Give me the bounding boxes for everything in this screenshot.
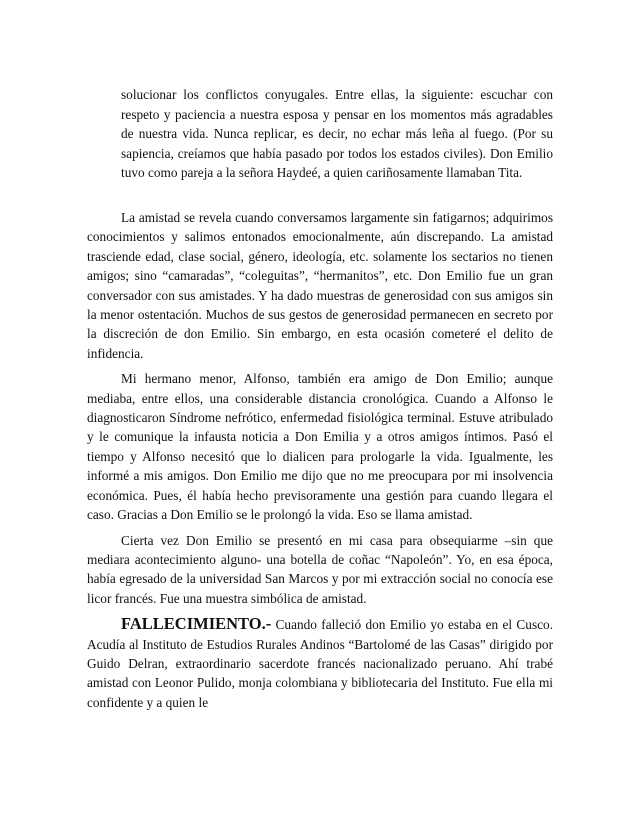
- paragraph-fallecimiento: [87, 614, 553, 712]
- paragraph-friendship: La amistad se revela cuando conversamos largamente sin fatigarnos; adquirimos conocimientos y salimos entonados emocionalmente, aún discrepando. La amistad trasciende edad, clase social, género, ideología, etc. solamente los sectarios no tienen amigos; sino “camaradas”, “coleguitas”, “hermanitos”, etc. Don Emilio fue un gran conversador con sus amistades. Y ha dado muestras de generosidad con sus amigos sin la menor ostentación. Muchos de sus gestos de generosidad permanecen en secreto por la discreción de don Emilio. Sin embargo, en esta ocasión cometeré el delito de infidencia.: [87, 210, 553, 361]
- paragraph-alfonso: Mi hermano menor, Alfonso, también era amigo de Don Emilio; aunque mediaba, entre ellos, una considerable distancia cronológica. Cuando a Alfonso le diagnosticaron Síndrome nefrótico, enfermedad fisiológica terminal. Estuve atribulado y le comunique la infausta noticia a Don Emilia y a otros amigos íntimos. Pasó el tiempo y Alfonso necesitó que lo dialicen para prologarle la vida. Igualmente, les informé a mis amigos. Don Emilio me dijo que no me preocupara por mi insolvencia económica. Pues, él había hecho previsoramente una gestión para cuando llegara el caso. Gracias a Don Emilio se le prolongó la vida. Eso se llama amistad.: [87, 371, 553, 523]
- body-text: [87, 208, 553, 718]
- section-text: Cuando falleció don Emilio yo estaba en el Cusco. Acudía al Instituto de Estudios Rurales Andinos “Bartolomé de las Casas” dirigido por Guido Delran, extraordinario sacerdote francés nacionalizado peruano. Ahí trabé amistad con Leonor Pulido, monja colombiana y bibliotecaria del Instituto. Fue ella mi confidente y a quien le: [87, 617, 553, 710]
- paragraph-cognac: Cierta vez Don Emilio se presentó en mi casa para obsequiarme –sin que mediara acontecimiento alguno- una botella de coñac “Napoleón”. Yo, en esa época, había egresado de la universidad San Marcos y por mi extracción social no conocía ese licor francés. Fue una muestra simbólica de amistad.: [87, 532, 553, 606]
- indented-paragraph: solucionar los conflictos conyugales. Entre ellas, la siguiente: escuchar con respeto y paciencia a nuestra esposa y pensar en los momentos más agradables de nuestra vida. Nunca replicar, es decir, no echar más leña al fuego. (Por su sapiencia, creíamos que había pasado por todos los estados civiles). Don Emilio tuvo como pareja a la señora Haydeé, a quien cariñosamente llamaban Tita.: [121, 87, 553, 180]
- section-heading: FALLECIMIENTO.-: [121, 614, 272, 634]
